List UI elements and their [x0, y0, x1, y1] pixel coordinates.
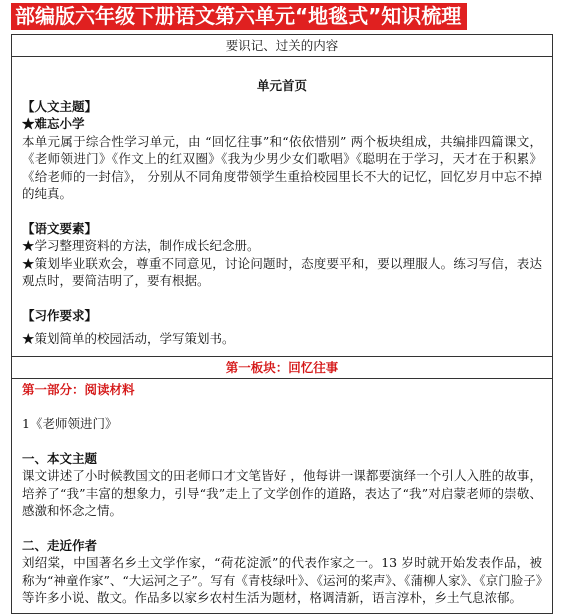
lang-item-1: ★学习整理资料的方法，制作成长纪念册。 — [22, 238, 260, 253]
write-item: ★策划简单的校园活动，学写策划书。 — [22, 331, 235, 346]
theme-text: 本单元属于综合性学习单元，由 “回忆往事”和“依依惜别” 两个板块组成，共编排四篇课文，《老师领进门》《作文上的红双圈》《我为少男少女们歌唱》《聪明在于学习，天才在于积累》《给老师的一封信》， 分别从不同角度带领学生重拾校园里长不大的记忆，回忆岁月中忘不掉的纯真。 — [22, 133, 542, 201]
table-header: 要识记、过关的内容 — [12, 35, 552, 57]
unit-home-section — [12, 77, 552, 348]
section1-title: 一、本文主题 — [22, 450, 98, 466]
section2-text: 刘绍棠，中国著名乡土文学作家，“荷花淀派”的代表作家之一。13 岁时就开始发表作品，被称为“神童作家”、“大运河之子”。写有《青枝绿叶》、《运河的桨声》、《蒲柳人家》、《京门脸子》等许多小说、散文。作品多以家乡农村生活为题材，格调清新，语言淳朴，乡土气息浓郁。 — [22, 555, 542, 605]
lesson-title: 1《老师领进门》 — [22, 416, 118, 431]
content-table — [11, 34, 553, 614]
lang-label: 【语文要素】 — [22, 220, 98, 236]
unit-home-title: 单元首页 — [256, 78, 307, 93]
theme-item: ★难忘小学 — [22, 116, 85, 131]
document-title: 部编版六年级下册语文第六单元“地毯式”知识梳理 — [11, 3, 467, 30]
lang-item-2: ★策划毕业联欢会，尊重不同意见，讨论问题时，态度要平和，要以理服人。练习写信，表达观点时，要简洁明了，要有根据。 — [22, 255, 542, 288]
block1-section — [12, 381, 552, 607]
section1-text: 课文讲述了小时候教国文的田老师口才文笔皆好 ，他每讲一课都要演绎一个引人入胜的故事，培养了“我”丰富的想象力，引导“我”走上了文学创作的道路，表达了“我”对启蒙老师的崇敬、感激和怀念之情。 — [22, 468, 542, 518]
theme-label: 【人文主题】 — [22, 98, 98, 114]
write-label: 【习作要求】 — [22, 307, 98, 323]
block1-header: 第一板块：回忆往事 — [12, 356, 552, 379]
part-title: 第一部分：阅读材料 — [22, 381, 135, 397]
section2-title: 二、走近作者 — [22, 537, 98, 553]
